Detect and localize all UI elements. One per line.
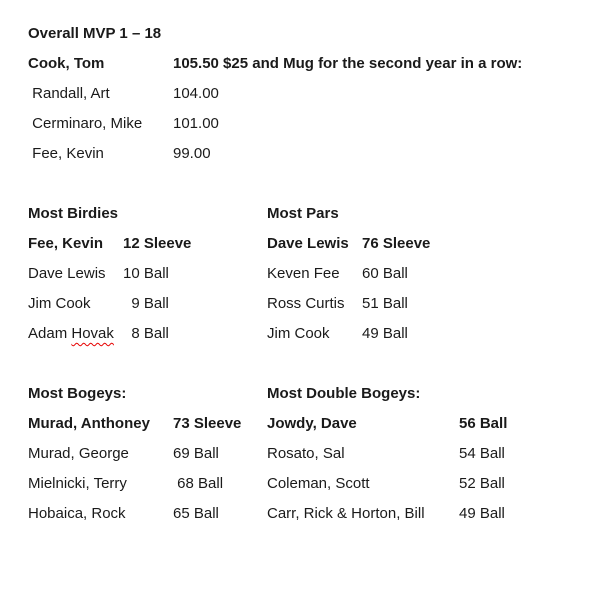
prize-value: 9 Ball — [123, 295, 169, 312]
player-name — [28, 319, 123, 349]
player-name: Ross Curtis — [267, 295, 345, 312]
player-name: Coleman, Scott — [267, 475, 370, 492]
score-value: 99.00 — [173, 145, 211, 162]
player-name: Carr, Rick & Horton, Bill — [267, 505, 425, 522]
score-value: 104.00 — [173, 85, 219, 102]
table-row — [28, 469, 596, 499]
table-row — [28, 289, 596, 319]
table-row — [28, 79, 596, 109]
section-title: Most Bogeys: — [28, 385, 127, 402]
prize-value: 52 Ball — [459, 475, 505, 492]
section-overall-mvp — [28, 19, 596, 169]
blank-line — [28, 349, 596, 379]
prize-value: 51 Ball — [362, 295, 408, 312]
table-row — [28, 439, 596, 469]
prize-value: 49 Ball — [362, 325, 408, 342]
player-name: Rosato, Sal — [267, 445, 345, 462]
prize-value: 8 Ball — [123, 325, 169, 342]
section-title: Overall MVP 1 – 18 — [28, 25, 162, 42]
table-row — [28, 229, 596, 259]
prize-value: 65 Ball — [173, 505, 219, 522]
table-row — [28, 499, 596, 529]
table-row — [28, 139, 596, 169]
score-value: 101.00 — [173, 115, 219, 132]
prize-value: 76 Sleeve — [362, 235, 431, 252]
prize-value: 68 Ball — [173, 475, 224, 492]
table-row — [28, 49, 596, 79]
prize-value: 49 Ball — [459, 505, 505, 522]
player-name: Dave Lewis — [28, 265, 106, 282]
table-row — [28, 259, 596, 289]
player-name: Murad, Anthoney — [28, 415, 150, 432]
section-title-row — [28, 379, 596, 409]
player-name: Jim Cook — [267, 325, 330, 342]
player-name-part: Adam — [28, 325, 72, 342]
section-title: Most Pars — [267, 205, 339, 222]
player-name: Cerminaro, Mike — [28, 115, 143, 132]
prize-value: 10 Ball — [123, 265, 169, 282]
section-title-row — [28, 19, 596, 49]
player-name: Fee, Kevin — [28, 145, 104, 162]
prize-value: 73 Sleeve — [173, 415, 242, 432]
table-row — [28, 109, 596, 139]
section-title: Most Double Bogeys: — [267, 385, 421, 402]
player-name: Randall, Art — [28, 85, 110, 102]
prize-value: 12 Sleeve — [123, 235, 192, 252]
misspelled-word[interactable]: Hovak — [71, 325, 114, 342]
prize-value: 69 Ball — [173, 445, 219, 462]
player-name: Jim Cook — [28, 295, 91, 312]
player-name: Hobaica, Rock — [28, 505, 126, 522]
player-name: Dave Lewis — [267, 235, 349, 252]
award-text: 105.50 $25 and Mug for the second year in a row: — [173, 55, 523, 72]
section-birdies-and-pars — [28, 199, 596, 349]
table-row — [28, 409, 596, 439]
section-bogeys-and-double-bogeys — [28, 379, 596, 529]
prize-value: 56 Ball — [459, 415, 508, 432]
player-name: Fee, Kevin — [28, 235, 104, 252]
blank-line — [28, 169, 596, 199]
section-title: Most Birdies — [28, 205, 119, 222]
player-name: Keven Fee — [267, 265, 340, 282]
prize-value: 54 Ball — [459, 445, 505, 462]
player-name: Jowdy, Dave — [267, 415, 357, 432]
player-name: Murad, George — [28, 445, 129, 462]
prize-value: 60 Ball — [362, 265, 408, 282]
player-name: Cook, Tom — [28, 55, 105, 72]
table-row — [28, 319, 596, 349]
player-name: Mielnicki, Terry — [28, 475, 127, 492]
section-title-row — [28, 199, 596, 229]
